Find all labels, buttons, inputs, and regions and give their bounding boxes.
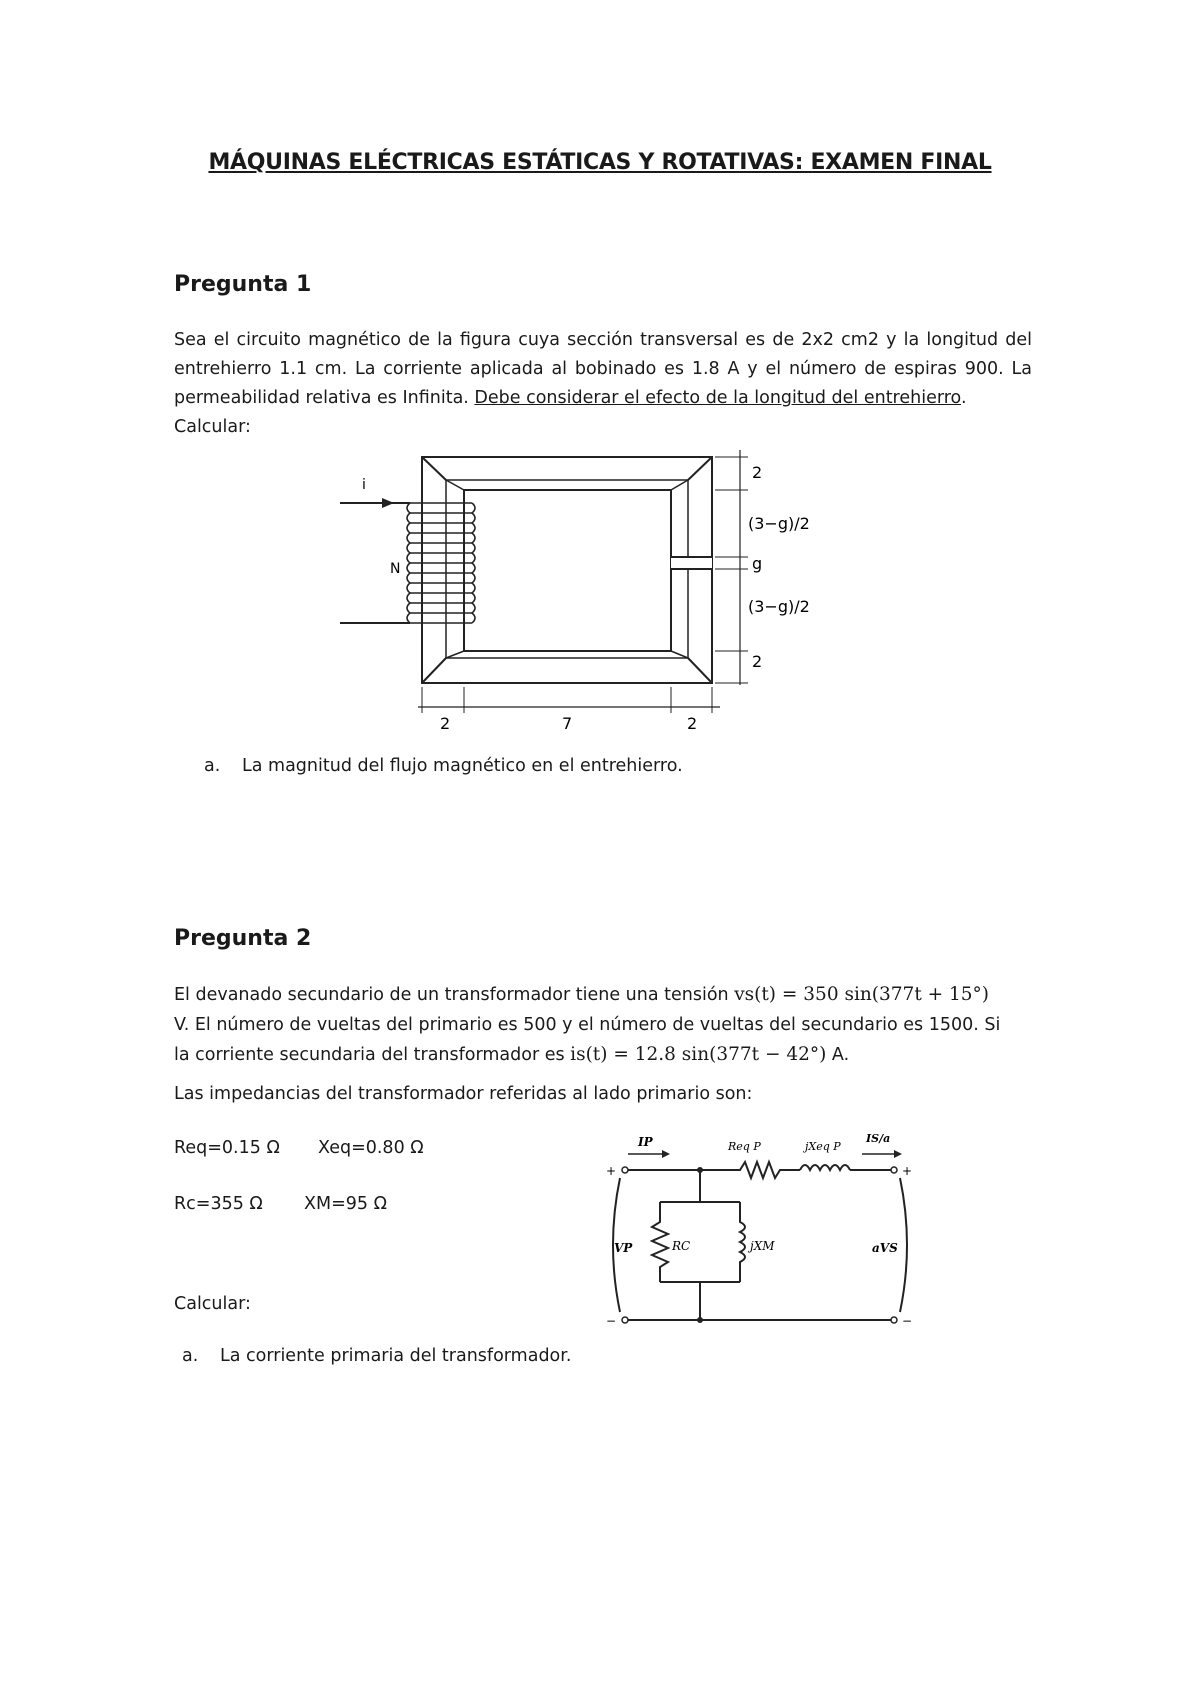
is-arrow-icon: [894, 1150, 902, 1158]
vp-label: VP: [614, 1241, 633, 1255]
jxm-inductor: [740, 1202, 745, 1282]
rc-value: Rc=355 Ω: [174, 1194, 263, 1214]
avs-label: aVS: [872, 1241, 898, 1255]
minus-right: −: [902, 1314, 913, 1328]
rc-resistor: [652, 1202, 668, 1282]
q2-item-a-letter: a.: [182, 1346, 199, 1366]
jxm-label: jXM: [750, 1239, 775, 1253]
q2-line3-post: A.: [826, 1045, 850, 1065]
equivalent-circuit-figure: [600, 1112, 920, 1337]
plus-left: +: [606, 1164, 617, 1178]
q1-calculate-label: Calcular:: [174, 417, 251, 437]
jxeqp-label: jXeq P: [805, 1140, 841, 1153]
current-label: i: [362, 477, 366, 493]
req-value: Req=0.15 Ω: [174, 1138, 280, 1158]
core-window: [464, 490, 671, 651]
q2-line2: V. El número de vueltas del primario es 500 y el número de vueltas del secundario es 1500. Si: [174, 1015, 1001, 1035]
vs-expression: vs(t) = 350 sin(377t + 15°): [734, 984, 990, 1005]
q1-item-a-text: La magnitud del flujo magnético en el entrehierro.: [242, 756, 683, 776]
xeq-value: Xeq=0.80 Ω: [318, 1138, 424, 1158]
dim-top-label: 2: [752, 463, 763, 482]
question-2-statement: [174, 980, 1038, 1070]
current-arrow-icon: [382, 498, 394, 508]
question-1-statement: [174, 326, 1032, 442]
q2-item-a-text: La corriente primaria del transformador.: [220, 1346, 572, 1366]
is-expression: is(t) = 12.8 sin(377t − 42°): [570, 1044, 827, 1065]
dim-upper-label: (3−g)/2: [748, 514, 810, 533]
q1-item-a-letter: a.: [204, 756, 221, 776]
q2-calculate-label: Calcular:: [174, 1294, 251, 1314]
dim-lower-label: (3−g)/2: [748, 597, 810, 616]
q2-line3-pre: la corriente secundaria del transformador es: [174, 1045, 571, 1065]
q2-item-a: [182, 1346, 571, 1366]
q1-underlined-text: Debe considerar el efecto de la longitud del entrehierro: [474, 388, 961, 408]
reqp-label: Req P: [728, 1140, 761, 1153]
q1-text-end: .: [960, 388, 967, 408]
q1-text-part: Sea el circuito magnético de la figura cuya sección transversal es de 2x2 cm2 y la longitud del entrehierro 1.1 cm. La corriente aplicada al bobinado es 1.8 A y el número de espiras 900. La permeabilidad relativa es Infinita.: [174, 330, 1032, 408]
q1-item-a: [204, 756, 683, 776]
dim-right-label: 2: [687, 714, 698, 730]
q2-line1: El devanado secundario de un transformador tiene una tensión: [174, 985, 735, 1005]
ip-label: IP: [638, 1135, 653, 1149]
req-resistor: [728, 1162, 800, 1178]
dim-gap-label: g: [752, 554, 763, 573]
dim-center-label: 7: [562, 714, 573, 730]
magnetic-circuit-figure: [330, 445, 850, 730]
dim-left-label: 2: [440, 714, 451, 730]
is-over-a-label: IS/a: [866, 1132, 891, 1145]
plus-right: +: [902, 1164, 913, 1178]
ip-arrow-icon: [662, 1150, 670, 1158]
minus-left: −: [606, 1314, 617, 1328]
dim-bottom-label: 2: [752, 652, 763, 671]
coil-winding: [340, 503, 475, 623]
question-1-heading: Pregunta 1: [174, 272, 312, 297]
jxeq-inductor: [800, 1165, 850, 1170]
impedances-intro: Las impedancias del transformador referidas al lado primario son:: [174, 1084, 753, 1104]
page-title: MÁQUINAS ELÉCTRICAS ESTÁTICAS Y ROTATIVAS: EXAMEN FINAL: [208, 150, 992, 175]
turns-label: N: [390, 561, 401, 577]
xm-value: XM=95 Ω: [304, 1194, 387, 1214]
question-2-heading: Pregunta 2: [174, 926, 312, 951]
rc-label: RC: [672, 1239, 691, 1253]
